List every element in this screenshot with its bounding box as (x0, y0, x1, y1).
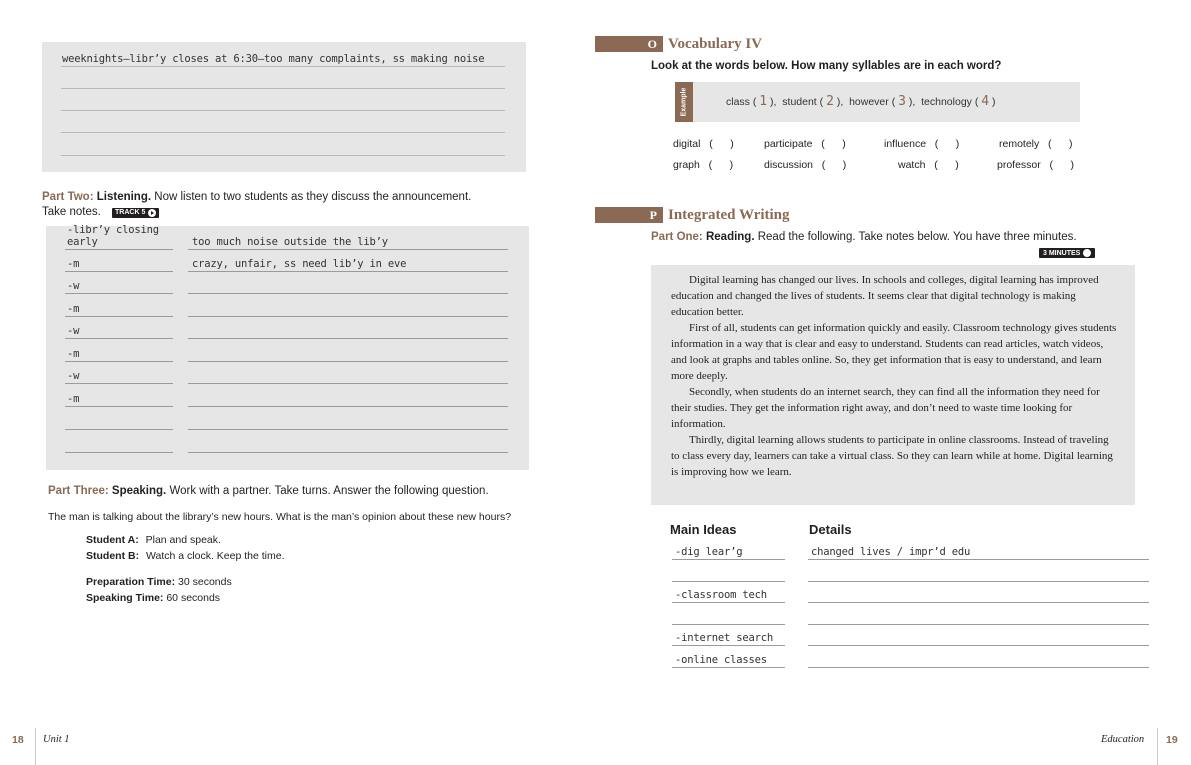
section-title: Vocabulary IV (668, 35, 763, 52)
note-left: -m (67, 303, 80, 315)
note-row (46, 340, 529, 362)
audio-track-button[interactable] (112, 208, 159, 218)
detail-note: changed lives / impr’d edu (811, 546, 971, 558)
notes-box-top (42, 42, 526, 172)
part-text: Read the following. Take notes below. You have three minutes. (757, 231, 1077, 243)
note-row (46, 272, 529, 294)
section-title: Integrated Writing (668, 206, 790, 223)
note-row (46, 408, 529, 430)
reading-passage (671, 272, 1119, 480)
vocab-word: watch (898, 159, 926, 171)
example-word: class (726, 96, 750, 108)
paragraph: First of all, students can get information quickly and easily. Classroom technology gives students information in a way that is clear and easy to understand. Students can read articles, watch videos, and look at graphs and tables online. So, they get information that is easy to understand, and learn more deeply. (671, 322, 1117, 382)
note-row (46, 385, 529, 407)
chapter-label: Education (1101, 734, 1145, 745)
section-o-header (595, 36, 762, 52)
paragraph: Thirdly, digital learning allows students to participate in online classrooms. Instead of traveling to class every day, learners can take a virtual class. So they can learn while at home. Digital learning is improving how we learn. (671, 434, 1113, 478)
main-ideas-header: Main Ideas (670, 522, 737, 537)
timer-button[interactable] (1039, 248, 1095, 258)
reading-instruction (651, 231, 1077, 243)
part-two-instruction (42, 190, 532, 219)
unit-label: Unit 1 (43, 734, 70, 745)
note-line (61, 88, 505, 89)
example-word: student (782, 96, 817, 108)
vocab-item[interactable]: graph ( ) (673, 159, 734, 171)
student-a-label: Student A: (86, 534, 139, 546)
vocab-word: professor (997, 159, 1041, 171)
example-num: 4 (981, 94, 990, 109)
note-row (46, 295, 529, 317)
vocab-item[interactable]: digital ( ) (673, 138, 734, 150)
student-a-text: Plan and speak. (145, 534, 221, 546)
prep-value: 30 seconds (178, 576, 232, 588)
clock-icon (1083, 249, 1091, 257)
main-idea-note: -internet search (675, 632, 773, 644)
vocab-item[interactable]: watch ( ) (898, 159, 959, 171)
track-label: TRACK 5 (115, 208, 146, 216)
main-idea-note: -dig lear’g (675, 546, 743, 558)
section-letter: P (649, 208, 657, 222)
note-line (61, 66, 505, 67)
preparation-time (86, 576, 232, 588)
note-line (61, 132, 505, 133)
vocab-word: graph (673, 159, 700, 171)
part-label: Part Two: (42, 191, 94, 203)
note-left: -libr’y closing early (67, 224, 159, 248)
main-idea-note: -classroom tech (675, 589, 767, 601)
vocab-word: influence (884, 138, 927, 150)
example-word: technology (921, 96, 972, 108)
student-b-instruction (86, 550, 285, 562)
part-label: Part One: (651, 231, 703, 243)
timer-label: 3 MINUTES (1043, 249, 1081, 257)
example-num: 1 (759, 94, 768, 109)
example-tab-label: Example (680, 87, 688, 117)
note-left: -m (67, 258, 80, 270)
part-heading: Speaking. (111, 485, 167, 497)
student-a-instruction (86, 534, 221, 546)
part-label: Part Three: (48, 485, 109, 497)
vocab-word: participate (764, 138, 813, 150)
listening-notes-box (46, 226, 529, 470)
part-text-2: Take notes. (42, 205, 101, 218)
note-right: too much noise outside the lib’y (192, 236, 388, 248)
vocab-item[interactable]: discussion ( ) (764, 159, 847, 171)
section-letter: O (647, 37, 657, 51)
example-num: 3 (898, 94, 906, 109)
example-tab (675, 82, 693, 122)
paragraph: Digital learning has changed our lives. In schools and colleges, digital learning has improved education and changed the lives of students. It seems clear that digital technology is making education better. (671, 274, 1099, 318)
note-row (46, 250, 529, 272)
example-word: however (849, 96, 889, 108)
note-row (46, 317, 529, 339)
speak-label: Speaking Time: (86, 592, 164, 604)
example-num: 2 (826, 94, 834, 109)
note-line (61, 155, 505, 156)
vocab-item[interactable]: remotely ( ) (999, 138, 1073, 150)
reading-passage-box (651, 265, 1135, 505)
part-heading: Reading. (705, 231, 755, 243)
handwritten-note: weeknights—libr’y closes at 6:30—too many complaints, ss making noise (62, 53, 485, 65)
speak-value: 60 seconds (166, 592, 221, 604)
part-text: Now listen to two students as they discuss the announcement. (154, 191, 472, 203)
vocab-word: remotely (999, 138, 1040, 150)
footer-divider (35, 728, 36, 765)
note-row (46, 431, 529, 453)
main-idea-note: -online classes (675, 654, 767, 666)
vocab-word: discussion (764, 159, 814, 171)
part-three-instruction (48, 485, 489, 497)
section-p-header (595, 207, 790, 223)
details-header: Details (809, 522, 852, 537)
paragraph: Secondly, when students do an internet search, they can find all the information they need for their studies. They get the information right away, and don’t need to waste time looking for information. (671, 386, 1100, 430)
section-bar (595, 207, 663, 223)
part-heading: Listening. (96, 191, 152, 203)
note-left: -m (67, 393, 80, 405)
speaking-question: The man is talking about the library’s new hours. What is the man’s opinion about these new hours? (48, 511, 512, 523)
example-box (675, 82, 1080, 122)
note-left: -w (67, 280, 80, 292)
page-number-left: 18 (12, 734, 24, 746)
example-line: class ( 1 ), student ( 2 ), however ( 3 ), technology ( 4 ) (726, 94, 996, 109)
vocab-item[interactable]: professor ( ) (997, 159, 1075, 171)
student-b-label: Student B: (86, 550, 140, 562)
note-left: -w (67, 370, 80, 382)
speaking-time (86, 592, 220, 604)
note-row (46, 224, 529, 250)
vocab-word: digital (673, 138, 701, 150)
section-bar (595, 36, 663, 52)
prep-label: Preparation Time: (86, 576, 176, 588)
note-line (61, 110, 505, 111)
footer-divider (1157, 728, 1158, 765)
vocab-item[interactable]: influence ( ) (884, 138, 960, 150)
note-right: crazy, unfair, ss need lib’y in eve (192, 258, 407, 270)
play-icon (148, 209, 156, 217)
part-text: Work with a partner. Take turns. Answer the following question. (169, 485, 489, 497)
note-row (46, 362, 529, 384)
note-left: -m (67, 348, 80, 360)
page-number-right: 19 (1166, 734, 1178, 746)
vocab-instruction: Look at the words below. How many syllables are in each word? (651, 60, 1002, 72)
vocab-item[interactable]: participate ( ) (764, 138, 846, 150)
student-b-text: Watch a clock. Keep the time. (146, 550, 285, 562)
note-left: -w (67, 325, 80, 337)
